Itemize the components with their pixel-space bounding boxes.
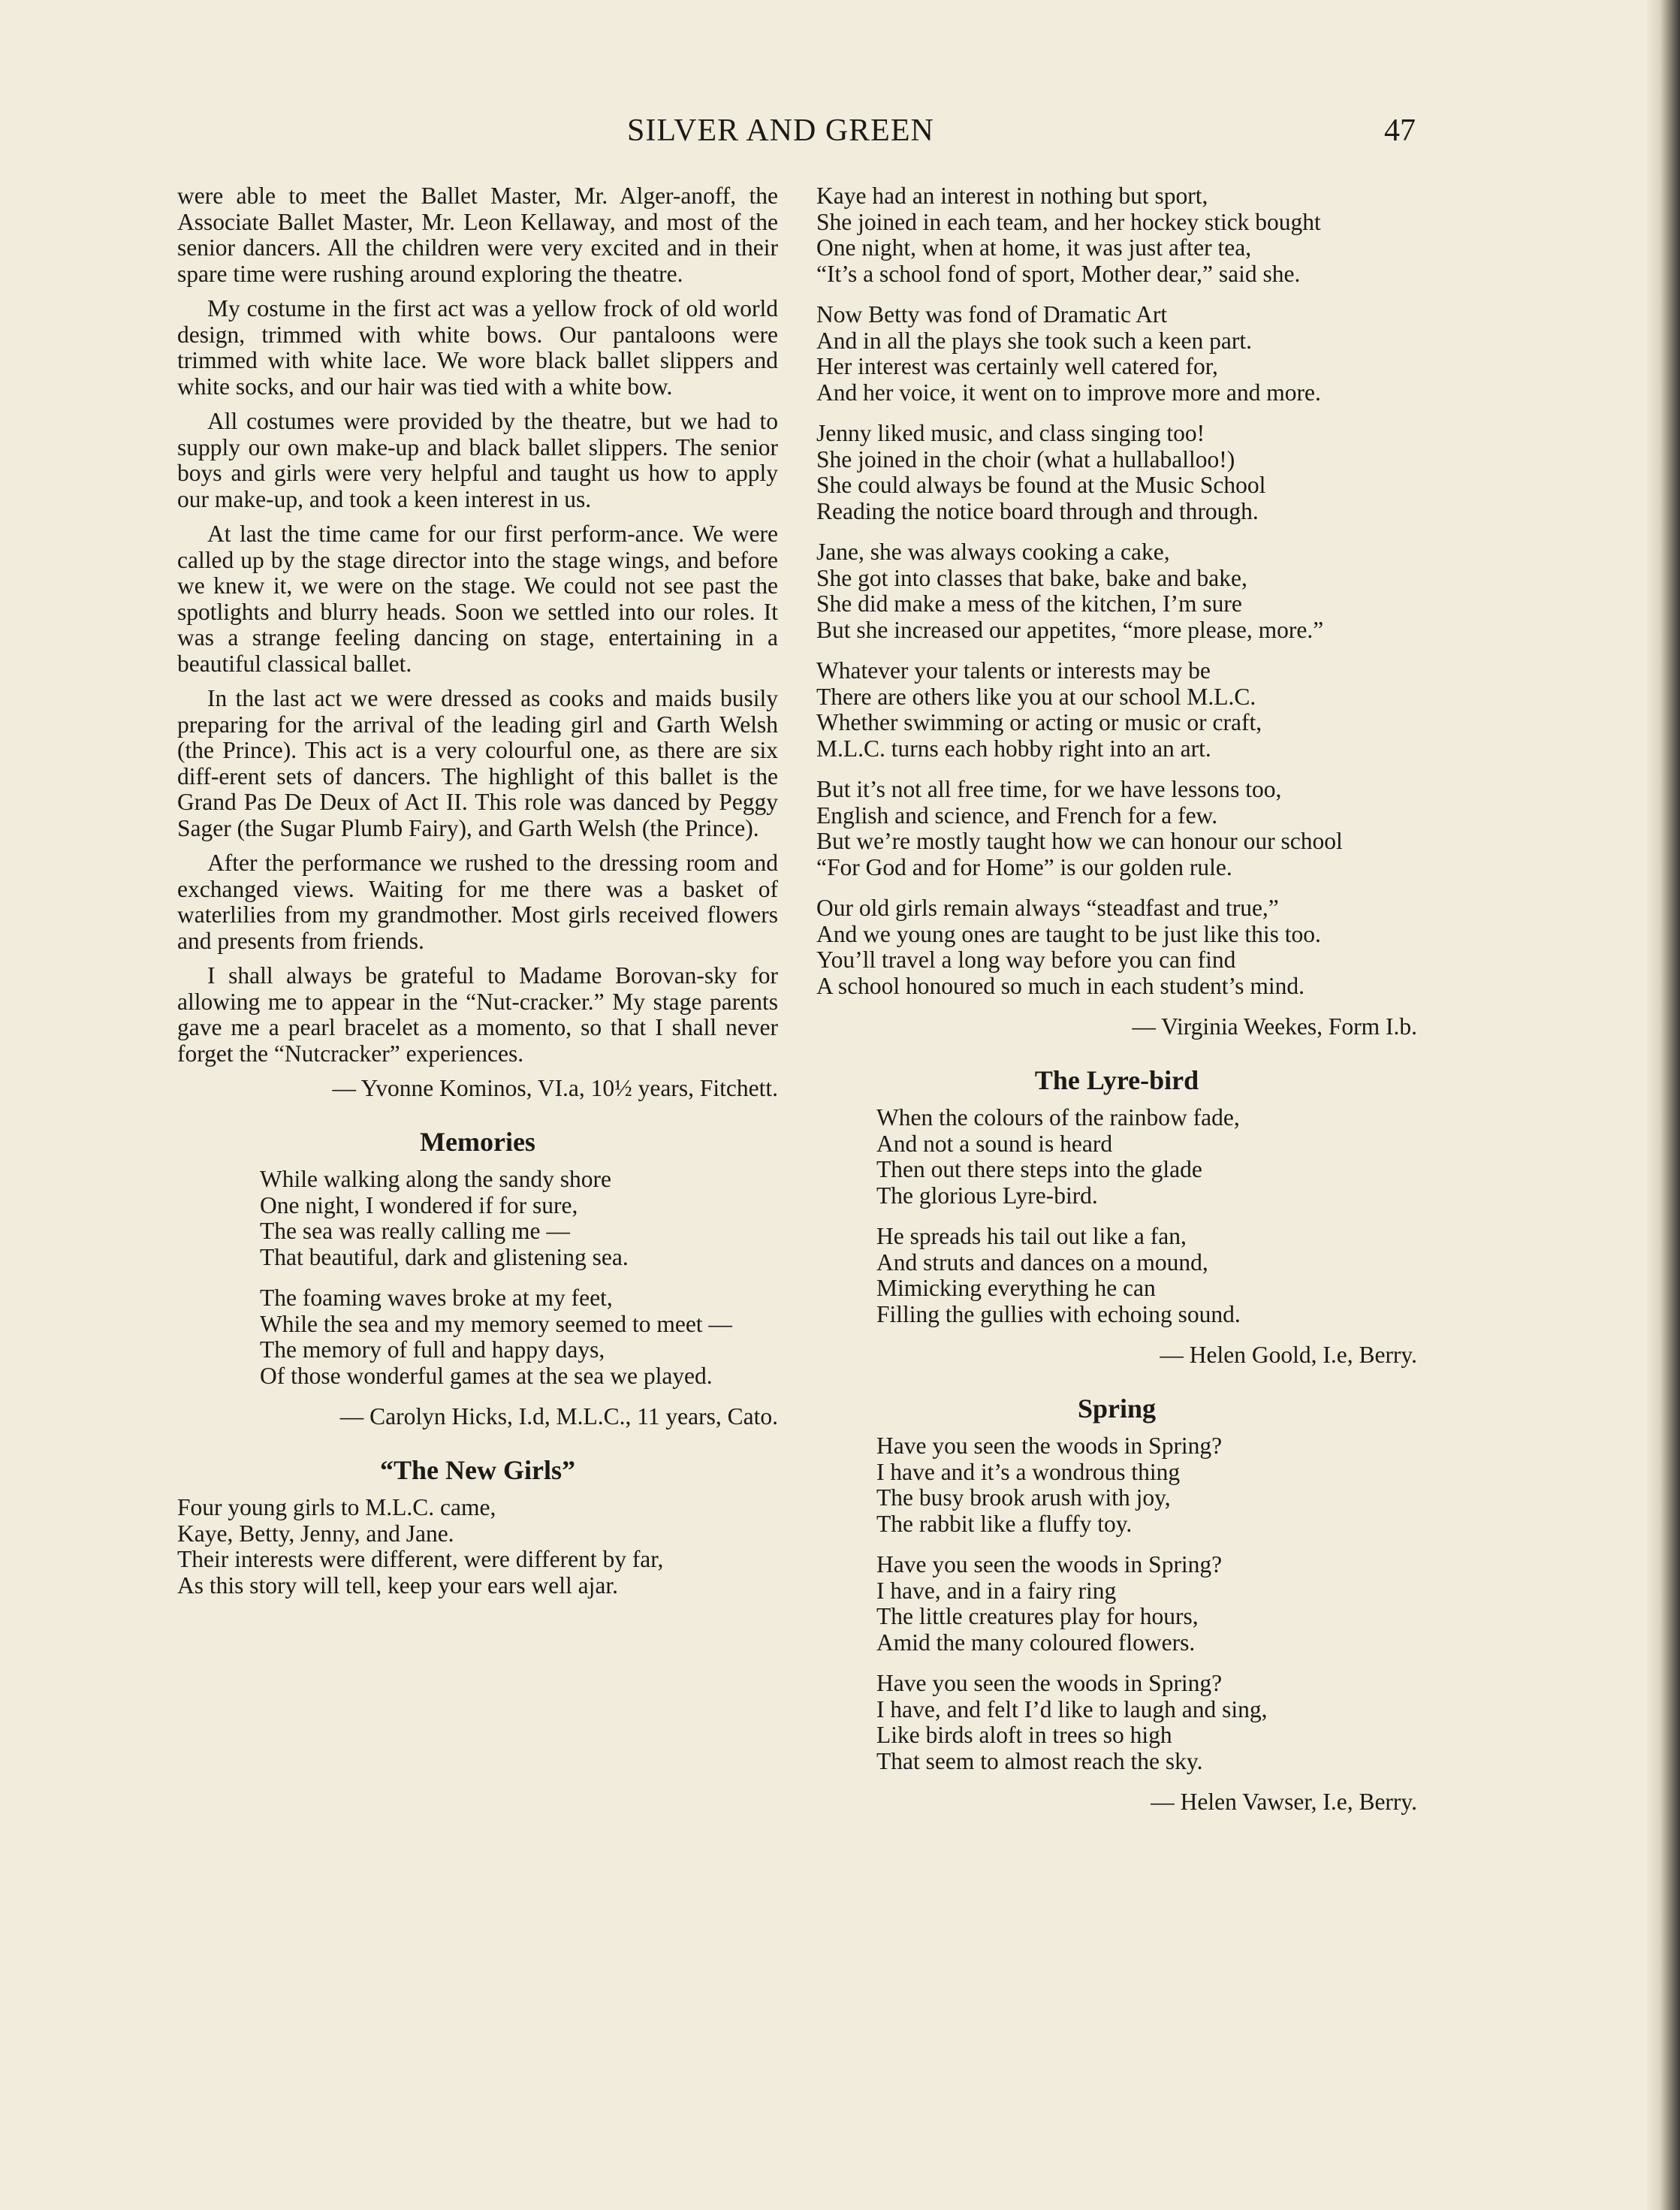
- poem-new-girls-stanza-5: [816, 539, 1417, 643]
- poem-line: Have you seen the woods in Spring?: [876, 1670, 1223, 1696]
- poem-line: But we’re mostly taught how we can honour our school: [816, 828, 1343, 854]
- poem-line: The sea was really calling me —: [260, 1218, 570, 1244]
- poem-line: There are others like you at our school M.L.C.: [816, 683, 1256, 710]
- poem-line: Jenny liked music, and class singing too!: [816, 420, 1205, 446]
- poem-line: Reading the notice board through and through.: [816, 497, 1259, 524]
- poem-title-memories: Memories: [420, 1126, 535, 1157]
- poem-line: “It’s a school fond of sport, Mother dear,” said she.: [816, 260, 1301, 287]
- ballet-article: [177, 183, 778, 1102]
- poem-line: But it’s not all free time, for we have lessons too,: [816, 776, 1282, 802]
- poem-line: You’ll travel a long way before you can find: [816, 946, 1236, 973]
- poem-line: As this story will tell, keep your ears well ajar.: [177, 1571, 618, 1599]
- poem-line: She could always be found at the Music School: [816, 472, 1266, 498]
- poem-new-girls-stanza-2: [816, 183, 1417, 287]
- poem-line: Filling the gullies with echoing sound.: [876, 1300, 1241, 1327]
- poem-title-spring: Spring: [1077, 1393, 1157, 1424]
- poem-line: The busy brook arush with joy,: [876, 1484, 1171, 1511]
- poem-line: While the sea and my memory seemed to meet —: [260, 1310, 732, 1337]
- left-column: [177, 183, 778, 1614]
- poem-memories-stanza-1: [260, 1167, 778, 1270]
- poem-line: English and science, and French for a few.: [816, 802, 1218, 829]
- poem-line: Have you seen the woods in Spring?: [876, 1433, 1223, 1459]
- poem-line: Their interests were different, were different by far,: [177, 1546, 664, 1572]
- poem-line: The little creatures play for hours,: [876, 1603, 1199, 1629]
- poem-line: Jane, she was always cooking a cake,: [816, 539, 1170, 565]
- paragraph: At last the time came for our first perform-ance. We were called up by the stage director into the stage wings, and before we knew it, we were on the stage. We could not see past the spotlights and blurry heads. Soon we settled into our roles. It was a strange feeling dancing on stage, entertaining in a beautiful classical ballet.: [177, 521, 778, 677]
- poem-line: That beautiful, dark and glistening sea.: [260, 1243, 629, 1270]
- poem-new-girls-stanza-4: [816, 421, 1417, 524]
- poem-line: Then out there steps into the glade: [876, 1156, 1202, 1182]
- poem-new-girls-stanza-6: [816, 658, 1417, 762]
- paragraph: were able to meet the Ballet Master, Mr. Alger-anoff, the Associate Ballet Master, Mr. Leon Kellaway, and most of the senior dancers. All the children were very excited and in their spare time were rushing around exploring the theatre.: [177, 183, 778, 287]
- poem-lyrebird-stanza-2: [876, 1224, 1417, 1327]
- poem-new-girls-stanza-8: [816, 895, 1417, 999]
- poem-line: And in all the plays she took such a keen part.: [816, 327, 1252, 354]
- poem-line: And her voice, it went on to improve more and more.: [816, 379, 1321, 406]
- page-header: [176, 113, 1416, 165]
- poem-memories-stanza-2: [260, 1285, 778, 1389]
- poem-line: The foaming waves broke at my feet,: [260, 1285, 613, 1311]
- poem-line: Whatever your talents or interests may be: [816, 657, 1211, 684]
- poem-line: And we young ones are taught to be just like this too.: [816, 920, 1321, 947]
- poem-line: One night, I wondered if for sure,: [260, 1191, 578, 1218]
- poem-line: He spreads his tail out like a fan,: [876, 1223, 1187, 1249]
- poem-line: She got into classes that bake, bake and bake,: [816, 564, 1247, 591]
- poem-new-girls-stanza-3: [816, 302, 1417, 406]
- poem-line: That seem to almost reach the sky.: [876, 1747, 1203, 1774]
- poem-line: Whether swimming or acting or music or craft,: [816, 709, 1262, 735]
- poem-title-lyrebird: The Lyre-bird: [1034, 1064, 1199, 1095]
- poem-title-new-girls: “The New Girls”: [380, 1454, 575, 1485]
- poem-line: Of those wonderful games at the sea we played.: [260, 1362, 713, 1389]
- poem-line: Amid the many coloured flowers.: [876, 1629, 1196, 1656]
- page-number: 47: [1384, 113, 1416, 148]
- poem-line: She joined in the choir (what a hullaballoo!): [816, 445, 1235, 472]
- paragraph: After the performance we rushed to the dressing room and exchanged views. Waiting for me there was a basket of waterlilies from my grandmother. Most girls received flowers and presents from friends.: [177, 850, 778, 954]
- poem-line: And not a sound is heard: [876, 1130, 1113, 1157]
- poem-line: She did make a mess of the kitchen, I’m sure: [816, 590, 1242, 617]
- poem-line: Kaye had an interest in nothing but sport,: [816, 183, 1208, 209]
- poem-line: Kaye, Betty, Jenny, and Jane.: [177, 1520, 454, 1547]
- running-title: SILVER AND GREEN: [627, 113, 934, 148]
- author-signature: — Carolyn Hicks, I.d, M.L.C., 11 years, Cato.: [339, 1403, 778, 1430]
- author-signature: — Helen Vawser, I.e, Berry.: [1151, 1789, 1417, 1815]
- poem-line: And struts and dances on a mound,: [876, 1248, 1208, 1276]
- poem-line: The rabbit like a fluffy toy.: [876, 1510, 1133, 1537]
- poem-line: Mimicking everything he can: [876, 1275, 1156, 1301]
- poem-line: M.L.C. turns each hobby right into an art.: [816, 735, 1211, 762]
- paragraph: I shall always be grateful to Madame Borovan-sky for allowing me to appear in the “Nut-cracker.” My stage parents gave me a pearl bracelet as a momento, so that I shall never forget the “Nutcracker” experiences.: [177, 962, 778, 1067]
- poem-line: Her interest was certainly well catered for,: [816, 353, 1218, 379]
- poem-spring-stanza-1: [876, 1433, 1417, 1537]
- poem-line: Four young girls to M.L.C. came,: [177, 1494, 496, 1520]
- poem-line: The glorious Lyre-bird.: [876, 1182, 1098, 1209]
- page-binding-edge: [1647, 0, 1680, 2210]
- poem-new-girls-stanza-7: [816, 777, 1417, 880]
- poem-lyrebird-stanza-1: [876, 1105, 1417, 1209]
- poem-line: When the colours of the rainbow fade,: [876, 1104, 1240, 1131]
- poem-line: “For God and for Home” is our golden rule.: [816, 853, 1232, 880]
- poem-line: One night, when at home, it was just after tea,: [816, 234, 1252, 261]
- poem-line: I have and it’s a wondrous thing: [876, 1458, 1181, 1485]
- poem-line: I have, and in a fairy ring: [876, 1577, 1117, 1604]
- poem-line: Like birds aloft in trees so high: [876, 1722, 1172, 1748]
- paragraph: My costume in the first act was a yellow frock of old world design, trimmed with white bows. Our pantaloons were trimmed with white lace. We wore black ballet slippers and white socks, and our hair was tied with a white bow.: [177, 295, 778, 400]
- poem-line: I have, and felt I’d like to laugh and sing,: [876, 1695, 1268, 1722]
- poem-line: Our old girls remain always “steadfast and true,”: [816, 895, 1279, 921]
- poem-spring-stanza-2: [876, 1552, 1417, 1656]
- poem-line: While walking along the sandy shore: [260, 1166, 612, 1192]
- author-signature: — Virginia Weekes, Form I.b.: [1132, 1013, 1417, 1040]
- poem-line: A school honoured so much in each student’s mind.: [816, 972, 1305, 999]
- paragraph: All costumes were provided by the theatre, but we had to supply our own make-up and black ballet slippers. The senior boys and girls were very helpful and taught us how to apply our make-up, and took a keen interest in us.: [177, 408, 778, 512]
- poem-line: Have you seen the woods in Spring?: [876, 1551, 1223, 1577]
- poem-line: She joined in each team, and her hockey stick bought: [816, 208, 1321, 235]
- poem-line: The memory of full and happy days,: [260, 1336, 605, 1363]
- author-signature: — Helen Goold, I.e, Berry.: [1160, 1342, 1417, 1368]
- paragraph: In the last act we were dressed as cooks and maids busily preparing for the arrival of the leading girl and Garth Welsh (the Prince). This act is a very colourful one, as there are six diff-erent sets of dancers. The highlight of this ballet is the Grand Pas De Deux of Act II. This role was danced by Peggy Sager (the Sugar Plumb Fairy), and Garth Welsh (the Prince).: [177, 685, 778, 841]
- author-signature: — Yvonne Kominos, VI.a, 10½ years, Fitchett.: [332, 1075, 778, 1101]
- right-column: [816, 183, 1417, 1834]
- poem-spring-stanza-3: [876, 1671, 1417, 1774]
- poem-line: But she increased our appetites, “more please, more.”: [816, 616, 1324, 643]
- poem-line: Now Betty was fond of Dramatic Art: [816, 301, 1168, 328]
- poem-new-girls-stanza-1: [177, 1495, 778, 1599]
